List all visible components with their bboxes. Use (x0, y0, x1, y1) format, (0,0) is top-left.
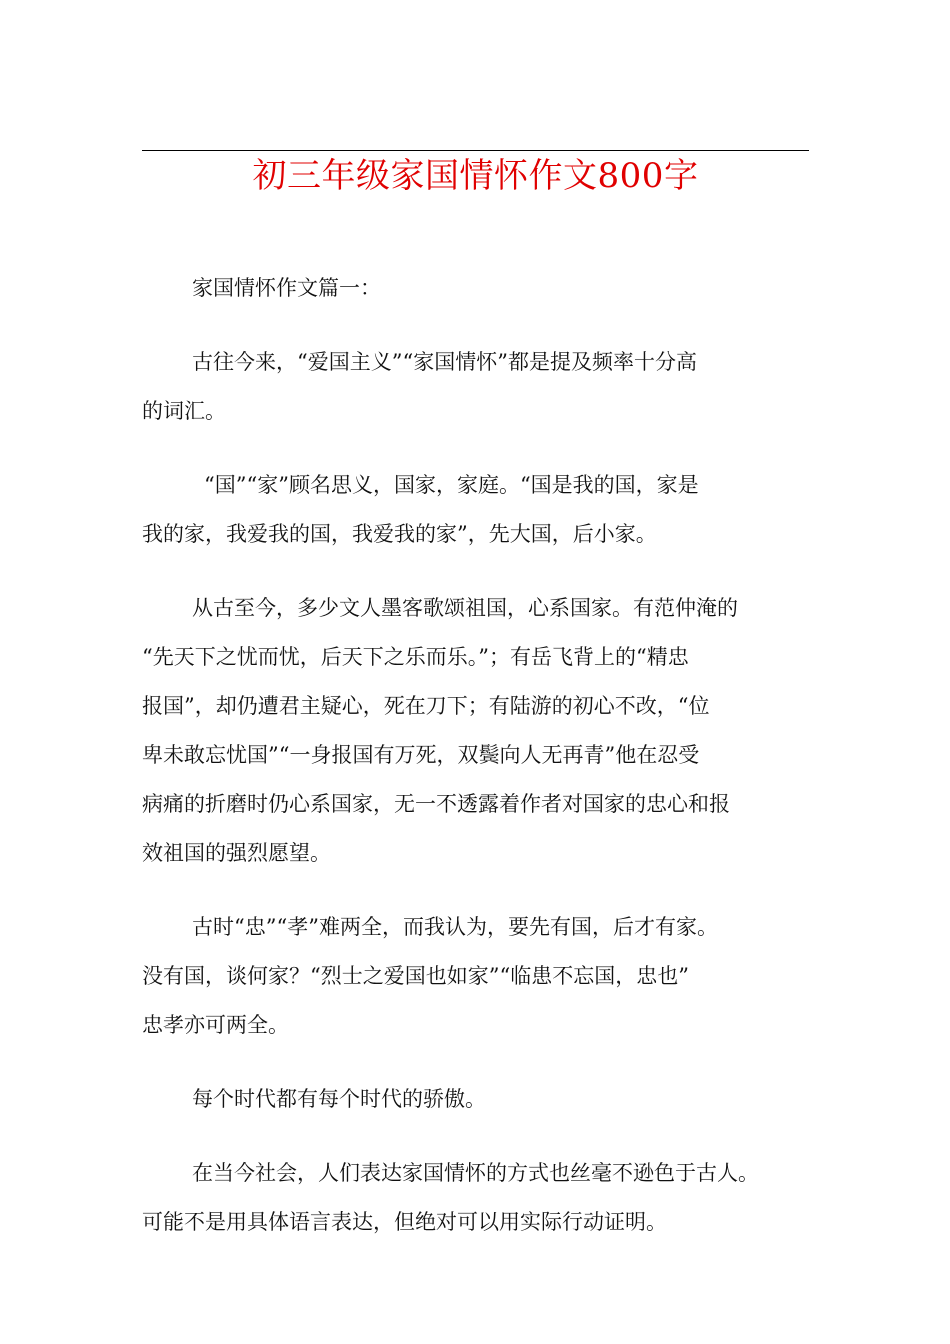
paragraph-line: 可能不是用具体语言表达，但绝对可以用实际行动证明。 (142, 1210, 667, 1234)
paragraph-line: 病痛的折磨时仍心系国家，无一不透露着作者对国家的忠心和报 (142, 792, 730, 816)
paragraph-4 (142, 584, 809, 878)
paragraph-5 (142, 903, 809, 1050)
paragraph-line: 效祖国的强烈愿望。 (142, 841, 331, 865)
paragraph-6 (142, 1075, 809, 1124)
paragraph-line: 从古至今，多少文人墨客歌颂祖国，心系国家。有范仲淹的 (192, 596, 738, 620)
paragraph-7 (142, 1149, 809, 1247)
paragraph-line: “先天下之忧而忧，后天下之乐而乐。”；有岳飞背上的“精忠 (142, 645, 689, 669)
paragraph-line: 家国情怀作文篇一： (192, 276, 381, 300)
paragraph-1 (142, 264, 809, 313)
paragraph-line: 古时“忠”“孝”难两全，而我认为，要先有国，后才有家。 (192, 915, 718, 939)
document-body (142, 264, 809, 1272)
paragraph-line: 古往今来，“爱国主义”“家国情怀”都是提及频率十分高 (192, 350, 697, 374)
paragraph-line: “国”“家”顾名思义，国家，家庭。“国是我的国，家是 (204, 473, 699, 497)
paragraph-line: 的词汇。 (142, 399, 226, 423)
paragraph-line: 在当今社会，人们表达家国情怀的方式也丝毫不逊色于古人。 (192, 1161, 759, 1185)
paragraph-line: 我的家，我爱我的国，我爱我的家”，先大国，后小家。 (142, 522, 657, 546)
page-title: 初三年级家国情怀作文800字 (252, 156, 699, 196)
paragraph-line: 卑未敢忘忧国”“一身报国有万死，双鬓向人无再青”他在忍受 (142, 743, 700, 767)
paragraph-line: 报国”，却仍遭君主疑心，死在刀下；有陆游的初心不改，“位 (142, 694, 710, 718)
paragraph-2 (142, 338, 809, 436)
paragraph-line: 忠孝亦可两全。 (142, 1013, 289, 1037)
paragraph-line: 每个时代都有每个时代的骄傲。 (192, 1087, 486, 1111)
paragraph-line: 没有国，谈何家？“烈士之爱国也如家”“临患不忘国，忠也” (142, 964, 689, 988)
paragraph-3 (142, 461, 809, 559)
